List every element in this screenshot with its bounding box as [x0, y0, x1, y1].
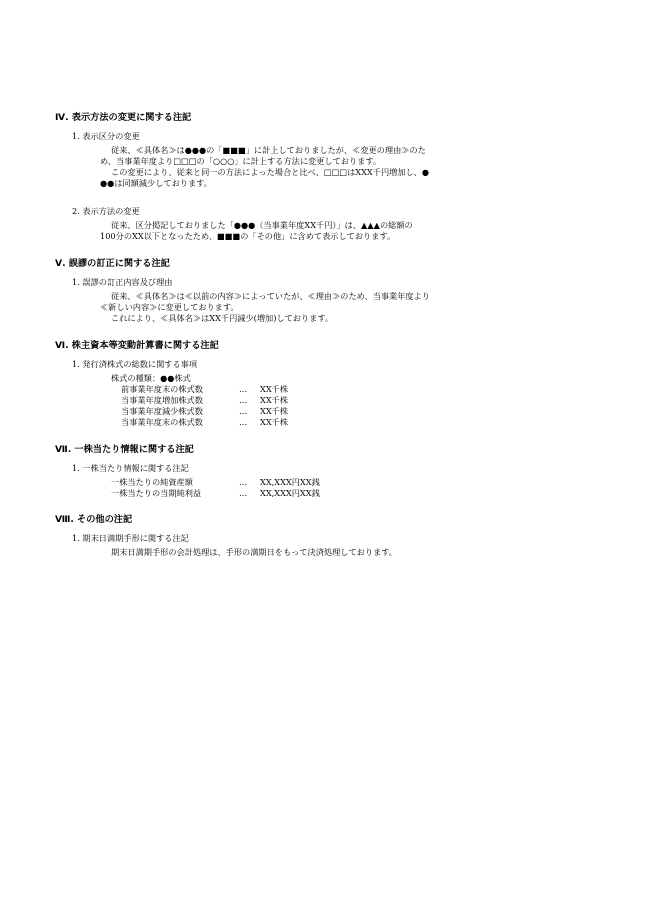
- section-5-sub1-line-2: ≪新しい内容≫に変更しております。: [100, 302, 239, 312]
- section-4-sub2-heading: 2. 表示方法の変更: [72, 206, 140, 216]
- section-4-sub1-line-2: め、当事業年度より□□□の「○○○」に計上する方法に変更しております。: [100, 156, 382, 166]
- per-share-row-label: 一株当たりの純資産額: [111, 477, 193, 487]
- share-row-value: XX千株: [260, 406, 289, 416]
- section-4-sub1-line-4: ●●は同額減少しております。: [100, 178, 212, 188]
- share-row-label: 当事業年度増加株式数: [121, 395, 203, 405]
- section-4-title: Ⅳ. 表示方法の変更に関する注記: [55, 112, 192, 123]
- section-4-sub1-line-1: 従来、≪具体名≫は●●●の「■■■」に計上しておりましたが、≪変更の理由≫のた: [111, 145, 426, 155]
- per-share-row-label: 一株当たりの当期純利益: [111, 488, 202, 498]
- section-8-sub1-heading: 1. 期末日満期手形に関する注記: [72, 533, 189, 543]
- share-row-label: 当事業年度減少株式数: [121, 406, 203, 416]
- section-4-sub2-line-1: 従来、区分掲記しておりました「●●●（当事業年度XX千円）」は、▲▲▲の総額の: [111, 220, 413, 230]
- per-share-row-value: XX,XXX円XX銭: [260, 488, 320, 498]
- share-row-leader: …: [239, 417, 248, 427]
- share-row-value: XX千株: [260, 384, 289, 394]
- section-5-sub1-line-1: 従来、≪具体名≫は≪以前の内容≫によっていたが、≪理由≫のため、当事業年度より: [111, 291, 430, 301]
- share-row-leader: …: [239, 384, 248, 394]
- section-7-sub1-heading: 1. 一株当たり情報に関する注記: [72, 463, 189, 473]
- section-6-sub1-heading: 1. 発行済株式の総数に関する事項: [72, 359, 198, 369]
- section-8-title: Ⅷ. その他の注記: [55, 514, 133, 525]
- section-7-title: Ⅶ. 一株当たり情報に関する注記: [55, 444, 194, 455]
- per-share-row-leader: …: [239, 477, 248, 487]
- section-4-sub1-line-3: この変更により、従来と同一の方法によった場合と比べ、□□□はXXX千円増加し、●: [111, 167, 430, 177]
- share-row-leader: …: [239, 395, 248, 405]
- section-5-sub1-heading: 1. 誤謬の訂正内容及び理由: [72, 277, 173, 287]
- share-row-label: 前事業年度末の株式数: [121, 384, 203, 394]
- section-4-sub2-line-2: 100分のXX以下となったため、■■■の「その他」に含めて表示しております。: [100, 231, 396, 241]
- share-row-value: XX千株: [260, 395, 289, 405]
- section-6-title: Ⅵ. 株主資本等変動計算書に関する注記: [55, 340, 219, 351]
- share-row-leader: …: [239, 406, 248, 416]
- section-5-title: Ⅴ. 誤謬の訂正に関する注記: [55, 258, 170, 269]
- section-5-sub1-line-3: これにより、≪具体名≫はXX千円減少(増加)しております。: [111, 313, 334, 323]
- section-4-sub1-heading: 1. 表示区分の変更: [72, 131, 140, 141]
- share-row-label: 当事業年度末の株式数: [121, 417, 203, 427]
- per-share-row-leader: …: [239, 488, 248, 498]
- share-row-value: XX千株: [260, 417, 289, 427]
- section-8-sub1-line-1: 期末日満期手形の会計処理は、手形の満期日をもって決済処理しております。: [111, 547, 397, 557]
- section-6-share-kind: 株式の種類：●●株式: [111, 373, 191, 383]
- per-share-row-value: XX,XXX円XX銭: [260, 477, 320, 487]
